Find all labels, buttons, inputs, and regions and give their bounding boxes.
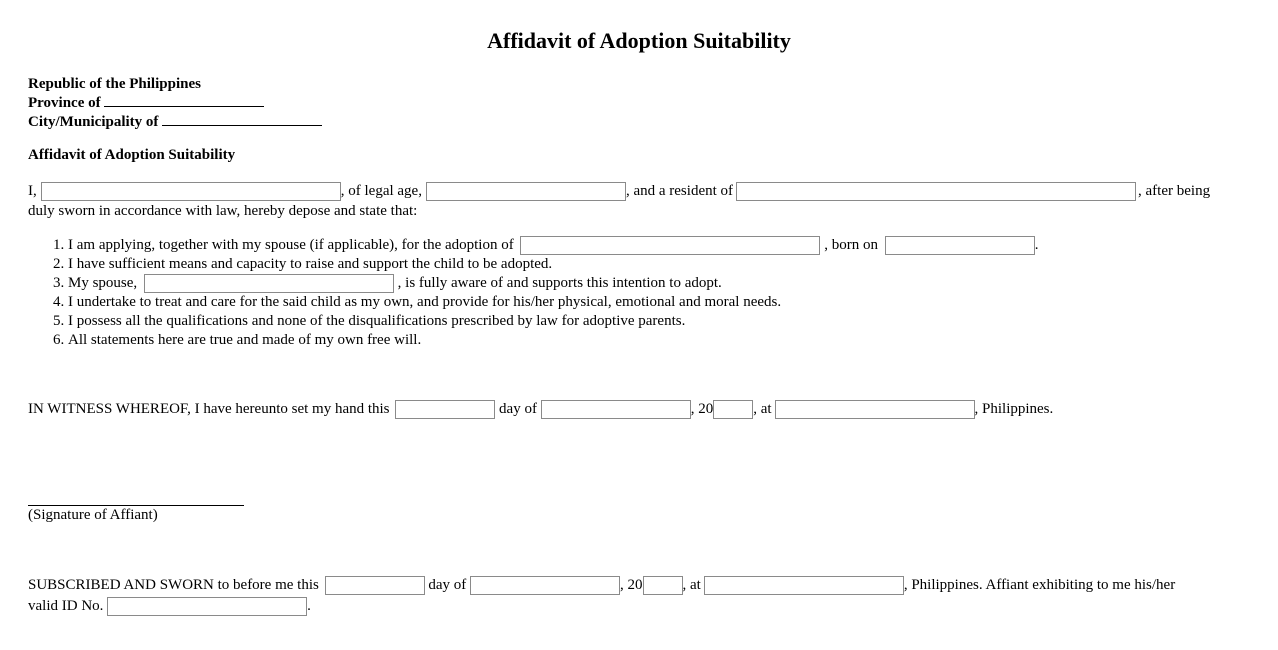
item1-born-on-text: , born on xyxy=(824,237,878,253)
list-item xyxy=(68,236,1038,255)
intro-after-being-text: , after being xyxy=(1138,183,1211,199)
witness-paragraph xyxy=(28,400,1053,419)
sworn-year-prefix: , 20 xyxy=(620,577,643,593)
list-item xyxy=(68,274,1038,293)
item1-period: . xyxy=(1034,237,1039,253)
jurisdiction-header xyxy=(28,75,322,131)
city-line xyxy=(28,112,322,131)
witness-year-prefix: , 20 xyxy=(690,400,714,417)
item1-text: I am applying, together with my spouse (if applicable), for the adoption of xyxy=(68,237,514,253)
document-title: Affidavit of Adoption Suitability xyxy=(487,28,791,53)
affiant-name-field[interactable] xyxy=(41,182,341,201)
sworn-id-end: . xyxy=(307,598,311,614)
signature-line xyxy=(28,505,244,506)
affiant-age-field[interactable] xyxy=(426,182,626,201)
intro-line2: duly sworn in accordance with law, hereby depose and state that: xyxy=(28,203,418,219)
witness-philippines-text: , Philippines. xyxy=(974,400,1054,417)
intro-resident-text: , and a resident of xyxy=(625,183,734,199)
valid-id-field[interactable] xyxy=(107,597,307,616)
intro-paragraph xyxy=(28,181,1238,221)
city-label: City/Municipality of xyxy=(28,114,159,130)
item3-text: My spouse, xyxy=(68,275,138,292)
sworn-day-of-text: day of xyxy=(428,577,467,593)
sworn-at-text: , at xyxy=(682,577,701,593)
city-blank xyxy=(162,112,322,126)
list-item: 5. I possess all the qualifications and none of the disqualifications prescribed by law for adoptive parents. xyxy=(68,312,1038,331)
sworn-month-field[interactable] xyxy=(470,576,620,595)
sworn-day-field[interactable] xyxy=(325,576,425,595)
witness-month-field[interactable] xyxy=(541,400,691,419)
child-birthdate-field[interactable] xyxy=(885,236,1035,255)
list-item: 6. All statements here are true and made of my own free will. xyxy=(68,331,1038,350)
affidavit-subtitle: Affidavit of Adoption Suitability xyxy=(28,147,236,163)
list-item: 2. I have sufficient means and capacity to raise and support the child to be adopted. xyxy=(68,255,1038,274)
item3-aware-text: , is fully aware of and supports this intention to adopt. xyxy=(397,275,722,292)
list-item: 4. I undertake to treat and care for the said child as my own, and provide for his/her physical, emotional and moral needs. xyxy=(68,293,1038,312)
republic-line: Republic of the Philippines xyxy=(28,76,201,92)
statement-list xyxy=(28,236,1038,350)
province-blank xyxy=(104,93,264,107)
spouse-name-field[interactable] xyxy=(144,274,394,293)
witness-place-field[interactable] xyxy=(775,400,975,419)
sworn-year-field[interactable] xyxy=(643,576,683,595)
witness-at-text: , at xyxy=(753,400,772,417)
intro-legal-age-text: , of legal age, xyxy=(340,183,422,199)
witness-day-of-text: day of xyxy=(499,400,537,417)
province-line xyxy=(28,93,322,112)
sworn-philippines-text: , Philippines. Affiant exhibiting to me his/her xyxy=(903,577,1176,593)
child-name-field[interactable] xyxy=(520,236,820,255)
sworn-id-label: valid ID No. xyxy=(28,598,104,614)
sworn-text: SUBSCRIBED AND SWORN to before me this xyxy=(28,577,319,593)
witness-text: IN WITNESS WHEREOF, I have hereunto set my hand this xyxy=(28,400,390,417)
sworn-place-field[interactable] xyxy=(704,576,904,595)
witness-year-field[interactable] xyxy=(713,400,753,419)
signature-label: (Signature of Affiant) xyxy=(28,507,158,523)
witness-day-field[interactable] xyxy=(395,400,495,419)
affiant-residence-field[interactable] xyxy=(736,182,1136,201)
jurat-paragraph xyxy=(28,575,1238,617)
intro-i: I, xyxy=(28,183,37,199)
province-label: Province of xyxy=(28,95,101,111)
